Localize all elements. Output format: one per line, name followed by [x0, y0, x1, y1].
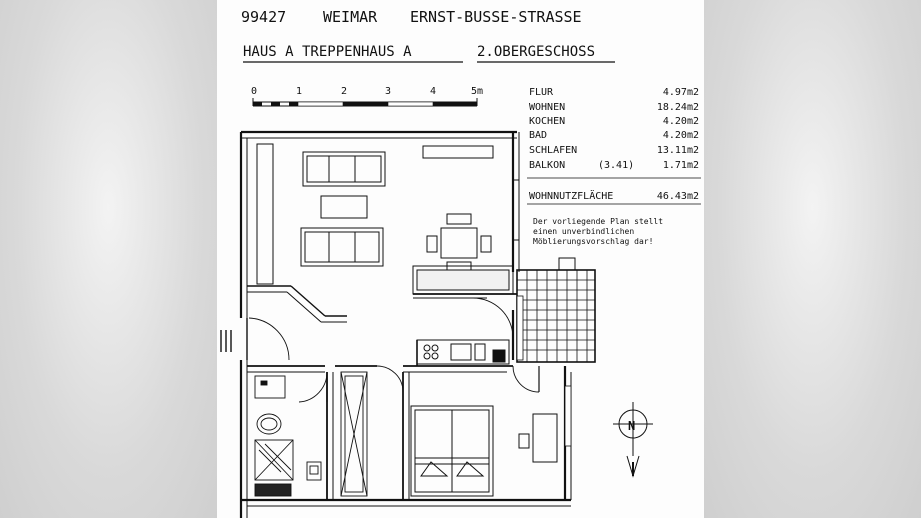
- floor-plan-drawing: [217, 0, 704, 518]
- total-label: WOHNNUTZFLÄCHE: [529, 191, 614, 202]
- address-city: WEIMAR: [323, 8, 378, 26]
- living-room-furniture: [257, 144, 513, 294]
- area-room: SCHLAFEN: [529, 145, 578, 156]
- compass-icon: [613, 402, 653, 476]
- area-room: BALKON: [529, 160, 566, 171]
- kitchen-counter: [417, 340, 509, 366]
- floor-label: 2.OBERGESCHOSS: [477, 44, 596, 60]
- area-value: 4.20m2: [662, 130, 699, 141]
- area-value: 4.97m2: [662, 87, 699, 98]
- wardrobe: [341, 372, 367, 496]
- area-room: BAD: [529, 130, 548, 141]
- area-room: FLUR: [529, 87, 554, 98]
- blurred-background-left: [0, 0, 217, 518]
- scale-tick-label: 2: [341, 86, 348, 97]
- bedroom-furniture: [411, 406, 557, 496]
- scale-bar: [251, 86, 483, 106]
- scale-tick-label: 5m: [471, 86, 484, 97]
- total-value: 46.43m2: [656, 191, 699, 202]
- disclaimer-line: Der vorliegende Plan stellt: [533, 217, 664, 226]
- disclaimer-line: einen unverbindlichen: [533, 227, 635, 236]
- scale-tick-label: 0: [251, 86, 258, 97]
- bathroom-fixtures: [255, 376, 321, 496]
- compass-label: N: [628, 419, 636, 433]
- address-street: ERNST-BUSSE-STRASSE: [410, 8, 582, 26]
- area-value: 13.11m2: [656, 145, 699, 156]
- scale-tick-label: 1: [296, 86, 303, 97]
- blurred-background-right: [704, 0, 921, 518]
- disclaimer-line: Möblierungsvorschlag dar!: [533, 237, 654, 246]
- balcony: [517, 258, 595, 362]
- address-zip: 99427: [241, 8, 287, 26]
- area-note: (3.41): [598, 160, 635, 171]
- building-label: HAUS A TREPPENHAUS A: [243, 44, 412, 60]
- area-room: WOHNEN: [529, 102, 566, 113]
- floor-plan-sheet: [217, 0, 704, 518]
- area-room: KOCHEN: [529, 116, 566, 127]
- scale-tick-label: 3: [385, 86, 392, 97]
- area-value: 1.71m2: [662, 160, 699, 171]
- area-table: [527, 87, 701, 246]
- scale-tick-label: 4: [430, 86, 437, 97]
- area-value: 18.24m2: [656, 102, 699, 113]
- area-value: 4.20m2: [662, 116, 699, 127]
